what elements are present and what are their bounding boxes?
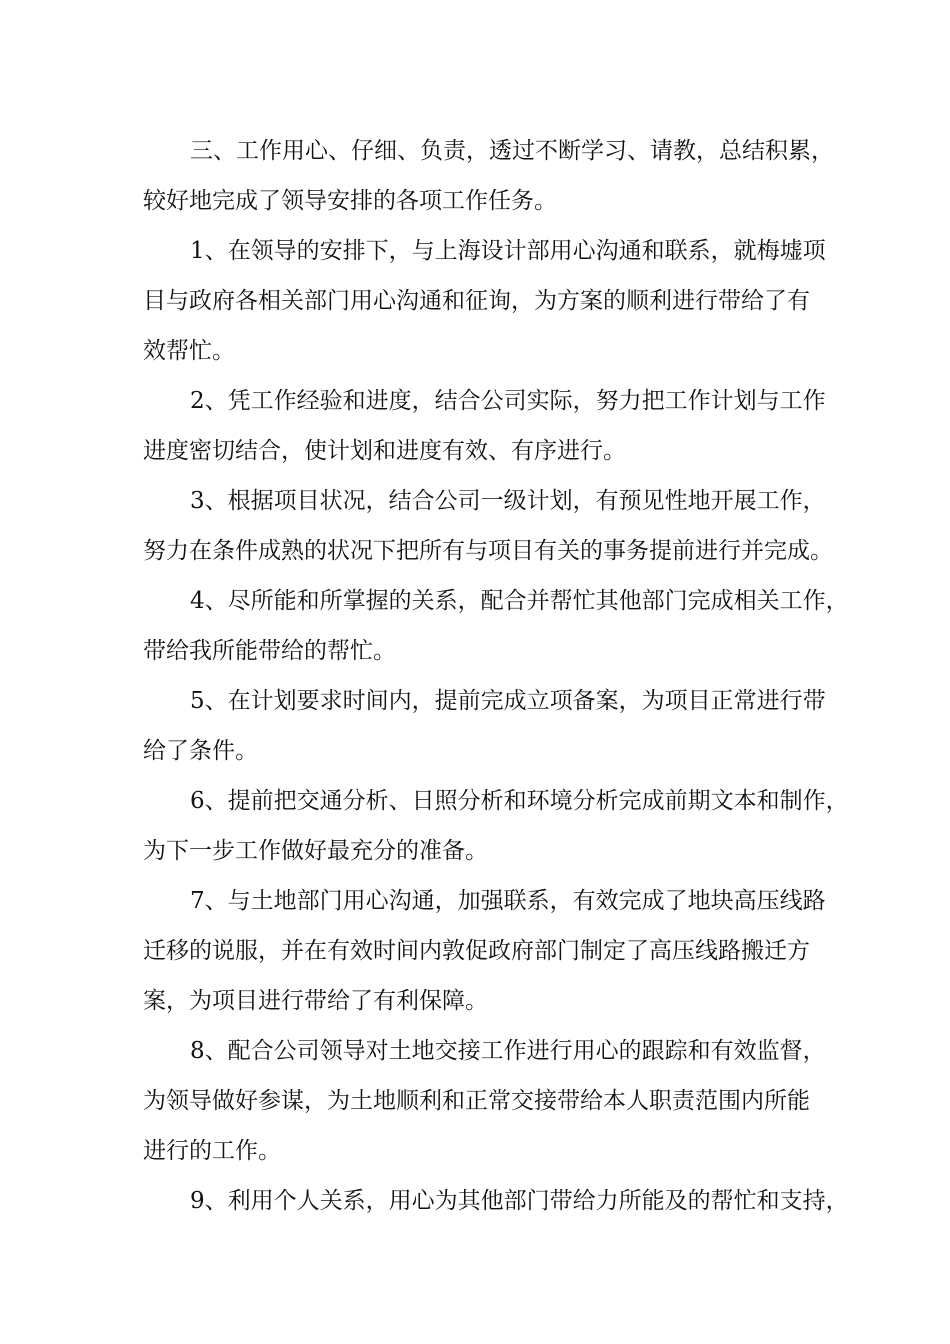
text-line: 效帮忙。 — [143, 338, 235, 364]
text-line: 案，为项目进行带给了有利保障。 — [143, 988, 488, 1014]
paragraph-heading-3: 三、工作用心、仔细、负责，透过不断学习、请教，总结积累， — [190, 138, 834, 164]
list-item-3: 3、根据项目状况，结合公司一级计划，有预见性地开展工作， — [190, 488, 826, 514]
text-line: 为下一步工作做好最充分的准备。 — [143, 838, 488, 864]
list-item-5: 5、在计划要求时间内，提前完成立项备案，为项目正常进行带 — [190, 688, 826, 714]
list-item-4: 4、尽所能和所掌握的关系，配合并帮忙其他部门完成相关工作， — [190, 588, 849, 614]
text-line: 迁移的说服，并在有效时间内敦促政府部门制定了高压线路搬迁方 — [143, 938, 810, 964]
list-item-7: 7、与土地部门用心沟通，加强联系，有效完成了地块高压线路 — [190, 888, 826, 914]
list-item-2: 2、凭工作经验和进度，结合公司实际，努力把工作计划与工作 — [190, 388, 826, 414]
list-item-6: 6、提前把交通分析、日照分析和环境分析完成前期文本和制作， — [190, 788, 849, 814]
list-item-1: 1、在领导的安排下，与上海设计部用心沟通和联系，就梅墟项 — [190, 238, 826, 264]
text-line: 为领导做好参谋，为土地顺利和正常交接带给本人职责范围内所能 — [143, 1088, 810, 1114]
list-item-8: 8、配合公司领导对土地交接工作进行用心的跟踪和有效监督， — [190, 1038, 826, 1064]
text-line: 进行的工作。 — [143, 1138, 281, 1164]
text-line: 给了条件。 — [143, 738, 258, 764]
text-line: 努力在条件成熟的状况下把所有与项目有关的事务提前进行并完成。 — [143, 538, 833, 564]
text-line: 进度密切结合，使计划和进度有效、有序进行。 — [143, 438, 626, 464]
text-line: 目与政府各相关部门用心沟通和征询，为方案的顺利进行带给了有 — [143, 288, 810, 314]
text-line: 带给我所能带给的帮忙。 — [143, 638, 396, 664]
list-item-9: 9、利用个人关系，用心为其他部门带给力所能及的帮忙和支持， — [190, 1188, 849, 1214]
text-line: 较好地完成了领导安排的各项工作任务。 — [143, 188, 557, 214]
